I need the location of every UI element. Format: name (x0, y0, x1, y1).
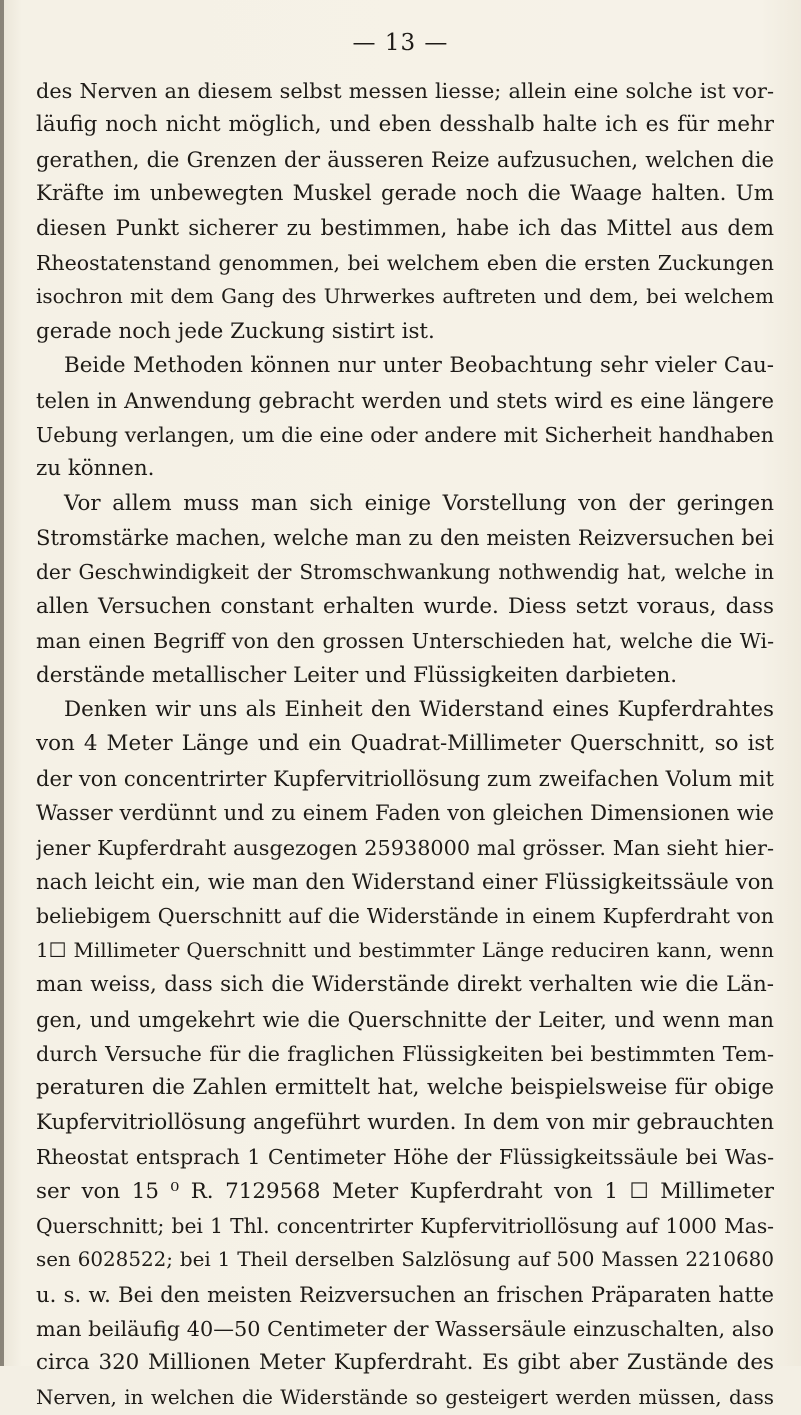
text-line: Wasser verdünnt und zu einem Faden von gleichen Dimensionen wie (36, 800, 774, 826)
text-line: der Geschwindigkeit der Stromschwankung nothwendig hat, welche in (36, 560, 774, 585)
text-line: man beiläufig 40—50 Centimeter der Wassersäule einzuschalten, also (36, 1317, 774, 1342)
text-line: Rheostat entsprach 1 Centimeter Höhe der Flüssigkeitssäule bei Was- (36, 1145, 774, 1170)
text-line: nach leicht ein, wie man den Widerstand einer Flüssigkeitssäule von (36, 868, 774, 894)
text-line: allen Versuchen constant erhalten wurde. Diess setzt voraus, dass (36, 593, 774, 619)
text-line: von 4 Meter Länge und ein Quadrat-Millimeter Querschnitt, so ist (36, 731, 774, 757)
text-line: durch Versuche für die fraglichen Flüssigkeiten bei bestimmten Tem- (36, 1041, 774, 1066)
text-line: u. s. w. Bei den meisten Reizversuchen an frischen Präparaten hatte (36, 1281, 774, 1307)
text-line: Querschnitt; bei 1 Thl. concentrirter Kupfervitriollösung auf 1000 Mas- (36, 1213, 774, 1238)
text-line: man einen Begriff von den grossen Unterschieden hat, welche die Wi- (36, 629, 774, 654)
text-line: Rheostatenstand genommen, bei welchem eben die ersten Zuckungen (36, 250, 774, 275)
text-line: ser von 15 ⁰ R. 7129568 Meter Kupferdraht von 1 ☐ Millimeter (36, 1178, 774, 1204)
text-line: telen in Anwendung gebracht werden und stets wird es eine längere (36, 387, 774, 413)
text-line: sen 6028522; bei 1 Theil derselben Salzlösung auf 500 Massen 2210680 (36, 1248, 774, 1272)
binding-edge (0, 0, 4, 1366)
text-line: Beide Methoden können nur unter Beobachtung sehr vieler Cau- (64, 353, 774, 379)
body-text (36, 74, 774, 1415)
text-line: der von concentrirter Kupfervitriollösung zum zweifachen Volum mit (36, 765, 774, 791)
text-line: man weiss, dass sich die Widerstände direkt verhalten wie die Län- (36, 972, 774, 998)
text-line: gerathen, die Grenzen der äusseren Reize aufzusuchen, welchen die (36, 146, 774, 172)
text-line: peraturen die Zahlen ermittelt hat, welche beispielsweise für obige (36, 1075, 774, 1101)
text-line: Stromstärke machen, welche man zu den meisten Reizversuchen bei (36, 525, 774, 551)
text-line: Vor allem muss man sich einige Vorstellung von der geringen (64, 490, 774, 516)
text-line: derstände metallischer Leiter und Flüssigkeiten darbieten. (36, 662, 678, 688)
text-line: gerade noch jede Zuckung sistirt ist. (36, 318, 435, 344)
page-number: — 13 — (352, 30, 449, 56)
text-line: circa 320 Millionen Meter Kupferdraht. Es gibt aber Zustände des (36, 1350, 774, 1376)
text-line: Denken wir uns als Einheit den Widerstand eines Kupferdrahtes (64, 697, 774, 723)
text-line: jener Kupferdraht ausgezogen 25938000 mal grösser. Man sieht hier- (36, 835, 774, 860)
text-line: 1☐ Millimeter Querschnitt und bestimmter Länge reduciren kann, wenn (36, 938, 774, 962)
text-line: diesen Punkt sicherer zu bestimmen, habe ich das Mittel aus dem (36, 215, 774, 241)
text-line: beliebigem Querschnitt auf die Widerstände in einem Kupferdraht von (36, 904, 774, 929)
text-line: Nerven, in welchen die Widerstände so gesteigert werden müssen, dass (36, 1385, 774, 1409)
text-line: läufig noch nicht möglich, und eben desshalb halte ich es für mehr (36, 112, 774, 138)
text-line: Kupfervitriollösung angeführt wurden. In dem von mir gebrauchten (36, 1109, 774, 1135)
text-line: isochron mit dem Gang des Uhrwerkes auftreten und dem, bei welchem (36, 285, 774, 309)
text-line: Uebung verlangen, um die eine oder andere mit Sicherheit handhaben (36, 422, 774, 447)
text-line: gen, und umgekehrt wie die Querschnitte der Leiter, und wenn man (36, 1006, 774, 1032)
text-line: zu können. (36, 456, 155, 482)
text-line: des Nerven an diesem selbst messen liesse; allein eine solche ist vor- (36, 79, 774, 103)
text-line: Kräfte im unbewegten Muskel gerade noch die Waage halten. Um (36, 181, 774, 207)
